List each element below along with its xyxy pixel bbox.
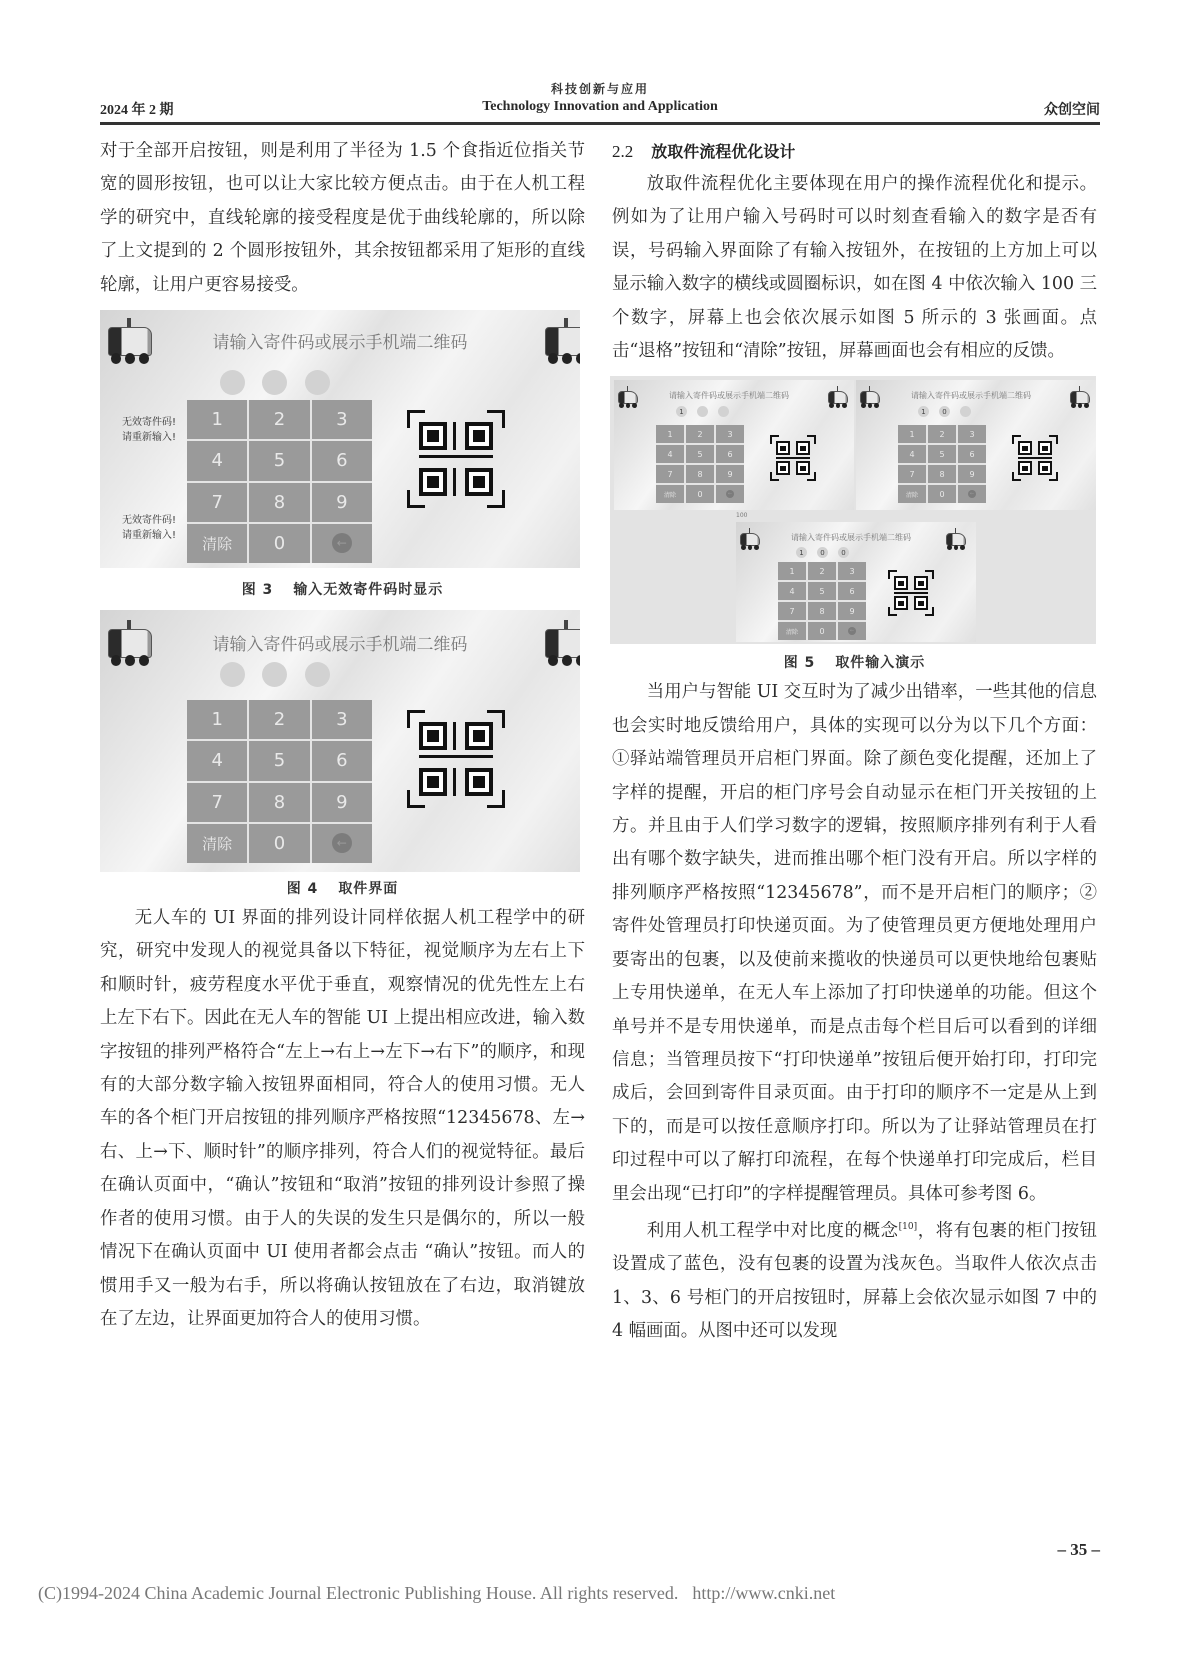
figure-4-image bbox=[100, 610, 580, 872]
figure-3-caption: 图 3 输入无效寄件码时显示 bbox=[241, 582, 444, 599]
digit-indicator: 0 bbox=[939, 406, 950, 417]
figure-5-screen-3 bbox=[736, 522, 976, 642]
digit-indicator bbox=[262, 662, 287, 687]
backspace-key[interactable] bbox=[716, 485, 744, 503]
digit-indicator bbox=[220, 662, 245, 687]
digit-indicator bbox=[718, 406, 729, 417]
key-6[interactable]: 6 bbox=[312, 441, 372, 480]
left-column bbox=[100, 135, 585, 1336]
screen-title: 请输入寄件码或展示手机端二维码 bbox=[911, 391, 1031, 401]
digit-indicator: 0 bbox=[838, 547, 849, 558]
digit-indicator bbox=[697, 406, 708, 417]
key-5[interactable]: 5 bbox=[928, 445, 956, 463]
key-5[interactable]: 5 bbox=[686, 445, 714, 463]
key-3[interactable]: 3 bbox=[312, 700, 372, 739]
figure-5-screen-3-label: 100 bbox=[736, 512, 748, 520]
digit-indicator bbox=[305, 370, 330, 395]
digit-indicator bbox=[960, 406, 971, 417]
key-9[interactable]: 9 bbox=[312, 783, 372, 822]
backspace-icon: ← bbox=[727, 491, 733, 498]
key-1[interactable]: 1 bbox=[187, 700, 247, 739]
key-9[interactable]: 9 bbox=[716, 465, 744, 483]
figure-5-screen-1 bbox=[614, 380, 854, 510]
key-1[interactable]: 1 bbox=[778, 562, 806, 580]
numeric-keypad bbox=[778, 562, 866, 640]
figure-4-caption: 图 4 取件界面 bbox=[286, 881, 399, 898]
key-2[interactable]: 2 bbox=[686, 425, 714, 443]
key-7[interactable]: 7 bbox=[656, 465, 684, 483]
key-7[interactable]: 7 bbox=[898, 465, 926, 483]
backspace-key[interactable] bbox=[958, 485, 986, 503]
clear-key[interactable]: 清除 bbox=[187, 524, 247, 563]
figure-3-image bbox=[100, 310, 580, 568]
key-3[interactable]: 3 bbox=[958, 425, 986, 443]
numeric-keypad bbox=[898, 425, 986, 503]
qr-code-icon bbox=[407, 710, 505, 808]
key-6[interactable]: 6 bbox=[958, 445, 986, 463]
citation-ref[interactable]: [10] bbox=[898, 1221, 918, 1232]
backspace-key[interactable] bbox=[312, 524, 372, 563]
key-1[interactable]: 1 bbox=[187, 400, 247, 439]
key-6[interactable]: 6 bbox=[716, 445, 744, 463]
qr-code-icon bbox=[888, 570, 934, 616]
key-8[interactable]: 8 bbox=[808, 602, 836, 620]
key-4[interactable]: 4 bbox=[187, 441, 247, 480]
screen-title: 请输入寄件码或展示手机端二维码 bbox=[791, 533, 911, 543]
key-0[interactable]: 0 bbox=[808, 622, 836, 640]
key-7[interactable]: 7 bbox=[187, 483, 247, 522]
key-9[interactable]: 9 bbox=[958, 465, 986, 483]
key-5[interactable]: 5 bbox=[249, 741, 309, 780]
clear-key[interactable]: 清除 bbox=[187, 824, 247, 863]
key-6[interactable]: 6 bbox=[838, 582, 866, 600]
key-6[interactable]: 6 bbox=[312, 741, 372, 780]
qr-code-icon bbox=[407, 410, 505, 508]
backspace-icon: ← bbox=[332, 533, 352, 553]
section-heading: 2.2 放取件流程优化设计 bbox=[612, 142, 796, 161]
right-column bbox=[612, 135, 1097, 1348]
backspace-icon: ← bbox=[332, 833, 352, 853]
key-1[interactable]: 1 bbox=[898, 425, 926, 443]
digit-indicator: 0 bbox=[817, 547, 828, 558]
key-2[interactable]: 2 bbox=[249, 700, 309, 739]
journal-title-en: Technology Innovation and Application bbox=[482, 99, 718, 114]
key-8[interactable]: 8 bbox=[928, 465, 956, 483]
issue-label: 2024 年 2 期 bbox=[100, 103, 174, 118]
cnki-link[interactable]: http://www.cnki.net bbox=[692, 1583, 836, 1603]
figure-5-image bbox=[610, 376, 1096, 644]
key-5[interactable]: 5 bbox=[808, 582, 836, 600]
backspace-key[interactable] bbox=[838, 622, 866, 640]
digit-indicator bbox=[305, 662, 330, 687]
figure-5-caption: 图 5 取件输入演示 bbox=[783, 655, 926, 672]
clear-key[interactable]: 清除 bbox=[778, 622, 806, 640]
numeric-keypad bbox=[187, 700, 372, 863]
journal-title-cn: 科技创新与应用 bbox=[550, 82, 649, 96]
key-8[interactable]: 8 bbox=[249, 783, 309, 822]
paragraph: 放取件流程优化主要体现在用户的操作流程优化和提示。例如为了让用户输入号码时可以时刻查看输入的数字是否有误，号码输入界面除了有输入按钮外，在按钮的上方加上可以显示输入数字的横线或圆圈标识，如在图 4 中依次输入 100 三个数字，屏幕上也会依次展示如图 5 所示的 3 张画面。点击“退格”按钮和“清除”按钮，屏幕画面也会有相应的反馈。 bbox=[612, 174, 1097, 362]
key-0[interactable]: 0 bbox=[249, 524, 309, 563]
key-0[interactable]: 0 bbox=[928, 485, 956, 503]
key-2[interactable]: 2 bbox=[249, 400, 309, 439]
backspace-icon: ← bbox=[849, 628, 855, 635]
key-7[interactable]: 7 bbox=[187, 783, 247, 822]
screen-title: 请输入寄件码或展示手机端二维码 bbox=[212, 635, 468, 656]
key-2[interactable]: 2 bbox=[928, 425, 956, 443]
key-1[interactable]: 1 bbox=[656, 425, 684, 443]
key-3[interactable]: 3 bbox=[838, 562, 866, 580]
key-0[interactable]: 0 bbox=[686, 485, 714, 503]
copyright-notice: (C)1994-2024 China Academic Journal Electronic Publishing House. All rights reserved. http://www.cnki.net bbox=[38, 1583, 836, 1603]
clear-key[interactable]: 清除 bbox=[656, 485, 684, 503]
numeric-keypad bbox=[187, 400, 372, 563]
backspace-icon: ← bbox=[969, 491, 975, 498]
figure-5-screen-2 bbox=[856, 380, 1096, 510]
invalid-code-warning: 无效寄件码! 请重新输入! bbox=[121, 417, 176, 444]
key-4[interactable]: 4 bbox=[898, 445, 926, 463]
paragraph: 无人车的 UI 界面的排列设计同样依据人机工程学中的研究，研究中发现人的视觉具备以下特征，视觉顺序为左右上下和顺时针，疲劳程度水平优于垂直，观察情况的优先性左上右上左下右下。因此在无人车的智能 UI 上提出相应改进，输入数字按钮的排列严格符合“左上→右上→左下→右下”的顺序，和现有的大部分数字输入按钮界面相同，符合人的使用习惯。无人车的各个柜门开启按钮的排列顺序严格按照“12345678、左→右、上→下、顺时针”的顺序排列，符合人们的视觉特征。最后在确认页面中，“确认”按钮和“取消”按钮的排列设计参照了操作者的使用习惯。由于人的失误的发生只是偶尔的，所以一般情况下在确认页面中 UI 使用者都会点击 “确认”按钮。而人的惯用手又一般为右手，所以将确认按钮放在了右边，取消键放在了左边，让界面更加符合人的使用习惯。 bbox=[100, 908, 585, 1329]
key-9[interactable]: 9 bbox=[838, 602, 866, 620]
key-3[interactable]: 3 bbox=[312, 400, 372, 439]
digit-indicator bbox=[220, 370, 245, 395]
running-header bbox=[100, 99, 1100, 121]
key-4[interactable]: 4 bbox=[656, 445, 684, 463]
digit-indicator: 1 bbox=[918, 406, 929, 417]
key-0[interactable]: 0 bbox=[249, 824, 309, 863]
invalid-code-warning: 无效寄件码! 请重新输入! bbox=[121, 515, 176, 542]
key-2[interactable]: 2 bbox=[808, 562, 836, 580]
key-5[interactable]: 5 bbox=[249, 441, 309, 480]
qr-code-icon bbox=[770, 435, 816, 481]
numeric-keypad bbox=[656, 425, 744, 503]
key-8[interactable]: 8 bbox=[686, 465, 714, 483]
header-rule bbox=[100, 122, 1100, 125]
clear-key[interactable]: 清除 bbox=[898, 485, 926, 503]
key-4[interactable]: 4 bbox=[187, 741, 247, 780]
digit-indicator: 1 bbox=[796, 547, 807, 558]
paragraph: 当用户与智能 UI 交互时为了减少出错率，一些其他的信息也会实时地反馈给用户，具体的实现可以分为以下几个方面：①驿站端管理员开启柜门界面。除了颜色变化提醒，还加上了字样的提醒，开启的柜门序号会自动显示在柜门开关按钮的上方。并且由于人们学习数字的逻辑，按照顺序排列有利于人看出有哪个数字缺失，进而推出哪个柜门没有开启。所以字样的排列顺序严格按照“12345678”，而不是开启柜门的顺序；②寄件处管理员打印快递页面。为了使管理员更方便地处理用户要寄出的包裹，以及使前来揽收的快递员可以更快地给包裹贴上专用快递单，在无人车上添加了打印快递单的功能。但这个单号并不是专用快递单，而是点击每个栏目后可以看到的详细信息；当管理员按下“打印快递单”按钮后便开始打印，打印完成后，会回到寄件目录页面。由于打印的顺序不一定是从上到下的，而是可以按任意顺序打印。所以为了让驿站管理员在打印过程中可以了解打印流程，在每个快递单打印完成后，栏目里会出现“已打印”的字样提醒管理员。具体可参考图 6。 bbox=[612, 682, 1097, 1204]
page-number: – 35 – bbox=[1057, 1540, 1100, 1559]
key-4[interactable]: 4 bbox=[778, 582, 806, 600]
backspace-key[interactable] bbox=[312, 824, 372, 863]
digit-indicator bbox=[262, 370, 287, 395]
paragraph: 对于全部开启按钮，则是利用了半径为 1.5 个食指近位指关节宽的圆形按钮，也可以让大家比较方便点击。由于在人机工程学的研究中，直线轮廓的接受程度是优于曲线轮廓的，所以除了上文提到的 2 个圆形按钮外，其余按钮都采用了矩形的直线轮廓，让用户更容易接受。 bbox=[100, 141, 585, 295]
key-8[interactable]: 8 bbox=[249, 483, 309, 522]
screen-title: 请输入寄件码或展示手机端二维码 bbox=[669, 391, 789, 401]
screen-title: 请输入寄件码或展示手机端二维码 bbox=[212, 333, 468, 354]
section-label: 众创空间 bbox=[1044, 102, 1100, 118]
digit-indicator: 1 bbox=[676, 406, 687, 417]
qr-code-icon bbox=[1012, 435, 1058, 481]
key-9[interactable]: 9 bbox=[312, 483, 372, 522]
key-7[interactable]: 7 bbox=[778, 602, 806, 620]
key-3[interactable]: 3 bbox=[716, 425, 744, 443]
paragraph: 利用人机工程学中对比度的概念[10]，将有包裹的柜门按钮设置成了蓝色，没有包裹的设置为浅灰色。当取件人依次点击 1、3、6 号柜门的开启按钮时，屏幕上会依次显示如图 7 中的 4 幅画面。从图中还可以发现 bbox=[612, 1220, 1097, 1341]
